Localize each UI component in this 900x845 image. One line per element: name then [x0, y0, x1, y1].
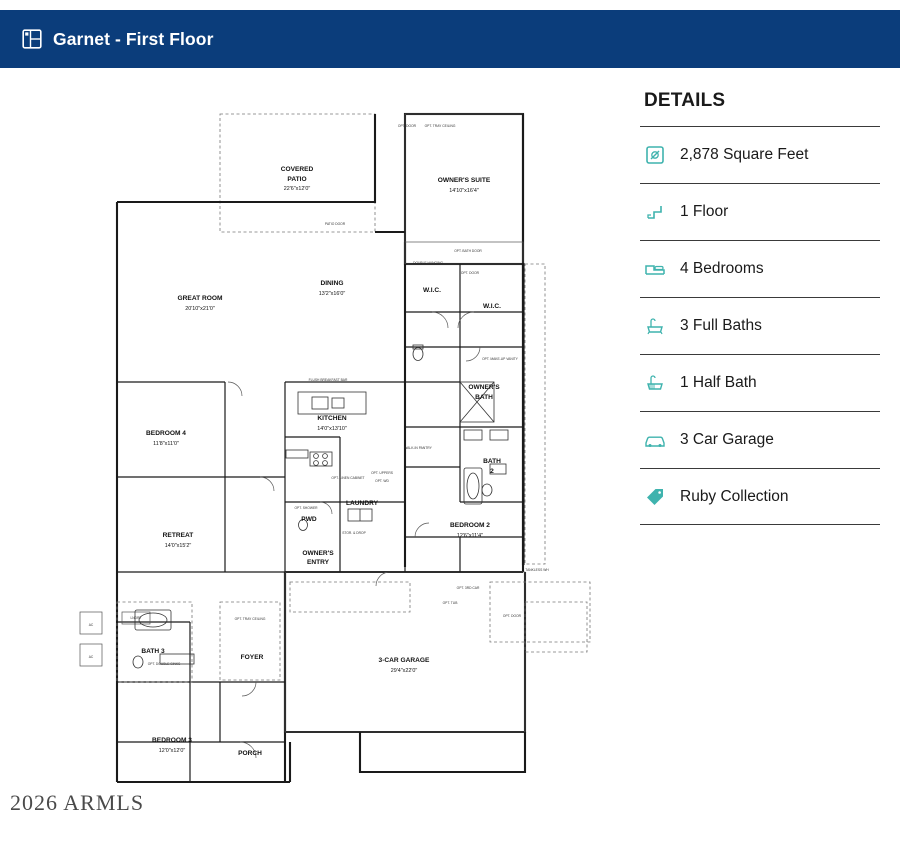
detail-square-feet [640, 126, 880, 183]
room-dims-bedroom-2: 12'6"x11'4" [456, 533, 484, 539]
note-opt-door-garage: OPT. DOOR [502, 614, 522, 618]
note-opt-linen-cabinet: OPT. LINEN CABINET [331, 476, 365, 480]
floors-icon [644, 201, 666, 223]
floorplan-icon [22, 29, 42, 49]
room-label-wic-2: W.I.C. [483, 303, 501, 310]
note-opt-tub: OPT. TUB [442, 601, 458, 605]
detail-label: 1 Half Bath [680, 374, 757, 391]
note-opt-uppers: OPT. UPPERS [371, 471, 393, 475]
room-label-bath-2-1: BATH [483, 458, 501, 465]
room-label-wic-1: W.I.C. [423, 287, 441, 294]
full-bath-icon [644, 315, 666, 337]
note-opt-tray-ceiling-2: OPT. TRAY CEILING [234, 617, 266, 621]
note-opt-makeup-vanity: OPT. MAKE-UP VANITY [482, 357, 518, 361]
room-label-patio-1: COVERED [280, 166, 314, 173]
note-opt-tray-ceiling: OPT. TRAY CEILING [424, 124, 456, 128]
note-tankless-wh: TANKLESS WH [525, 568, 549, 572]
room-label-garage: 3-CAR GARAGE [378, 657, 430, 664]
room-label-pwd: PWD [301, 516, 317, 523]
note-double-hanging: DOUBLE HANGING [413, 261, 443, 265]
room-label-great-room: GREAT ROOM [177, 295, 223, 302]
room-label-bath-3: BATH 3 [141, 648, 165, 655]
watermark: 2026 ARMLS [10, 790, 145, 815]
note-opt-door-top: OPT. DOOR [397, 124, 417, 128]
square-feet-icon [644, 144, 666, 166]
detail-full-baths [640, 297, 880, 354]
bed-icon [644, 258, 666, 280]
note-opt-door-wic: OPT. DOOR [460, 271, 480, 275]
room-label-porch: PORCH [238, 750, 262, 757]
room-dims-patio: 22'6"x12'0" [283, 186, 311, 192]
floorplan-drawing [60, 82, 600, 802]
note-patio-door: PATIO DOOR [324, 222, 346, 226]
detail-floors [640, 183, 880, 240]
room-label-foyer: FOYER [240, 654, 264, 661]
details-heading: DETAILS [644, 90, 726, 111]
room-label-bedroom-2: BEDROOM 2 [450, 522, 490, 529]
detail-half-bath [640, 354, 880, 411]
room-label-owners-suite: OWNER'S SUITE [437, 177, 491, 184]
detail-label: Ruby Collection [680, 487, 789, 505]
room-label-owners-bath-2: BATH [475, 394, 493, 401]
garage-icon [644, 429, 666, 451]
detail-garage [640, 411, 880, 468]
room-dims-owners-suite: 14'10"x16'4" [449, 188, 479, 194]
room-dims-retreat: 14'0"x15'2" [164, 543, 192, 549]
note-ac-2: AC [88, 655, 94, 659]
room-label-owners-bath-1: OWNER'S [468, 384, 500, 391]
note-flush-breakfast-bar: FLUSH BREAKFAST BAR [308, 378, 348, 382]
room-dims-dining: 13'2"x16'0" [318, 291, 346, 297]
room-dims-bedroom-3: 12'0"x12'0" [158, 748, 186, 754]
room-label-bath-2-2: 2 [490, 468, 494, 475]
detail-label: 1 Floor [680, 203, 729, 220]
room-labels [141, 166, 501, 757]
half-bath-icon [644, 372, 666, 394]
room-label-owners-entry-2: ENTRY [306, 559, 330, 566]
content-area [0, 68, 900, 828]
detail-bedrooms [640, 240, 880, 297]
note-opt-3rd-car: OPT. 3RD CAR [456, 586, 480, 590]
note-opt-wd: OPT. WD [375, 479, 389, 483]
tag-icon [644, 486, 666, 508]
room-label-patio-2: PATIO [287, 176, 307, 183]
note-walk-in-pantry: WALK-IN PANTRY [404, 446, 432, 450]
note-opt-double-sinks: OPT. DOUBLE SINKS [147, 662, 181, 666]
room-label-bedroom-3: BEDROOM 3 [152, 737, 192, 744]
detail-label: 3 Full Baths [680, 317, 762, 334]
room-label-dining: DINING [320, 280, 344, 287]
room-dims-great-room: 20'10"x21'0" [185, 306, 215, 312]
note-stor-drop: STOR. & DROP [342, 531, 366, 535]
page-header [0, 10, 900, 68]
note-lndry: LNDRY [130, 616, 142, 620]
room-label-owners-entry-1: OWNER'S [302, 550, 334, 557]
room-dims-kitchen: 14'0"x13'10" [317, 426, 347, 432]
note-opt-shower: OPT. SHOWER [294, 506, 318, 510]
room-label-bedroom-4: BEDROOM 4 [146, 430, 186, 437]
details-panel [640, 90, 880, 525]
room-dims-bedroom-4: 11'8"x11'0" [153, 441, 179, 447]
note-ac-1: AC [88, 623, 94, 627]
room-dims-garage: 29'4"x22'0" [390, 668, 418, 674]
note-opt-bath-door: OPT. BATH DOOR [454, 249, 482, 253]
detail-label: 3 Car Garage [680, 431, 774, 448]
detail-collection [640, 468, 880, 525]
room-label-laundry: LAUNDRY [346, 500, 378, 507]
room-label-retreat: RETREAT [162, 532, 194, 539]
detail-label: 2,878 Square Feet [680, 146, 809, 163]
room-label-kitchen: KITCHEN [317, 415, 347, 422]
page-title: Garnet - First Floor [53, 28, 214, 49]
detail-label: 4 Bedrooms [680, 260, 764, 277]
